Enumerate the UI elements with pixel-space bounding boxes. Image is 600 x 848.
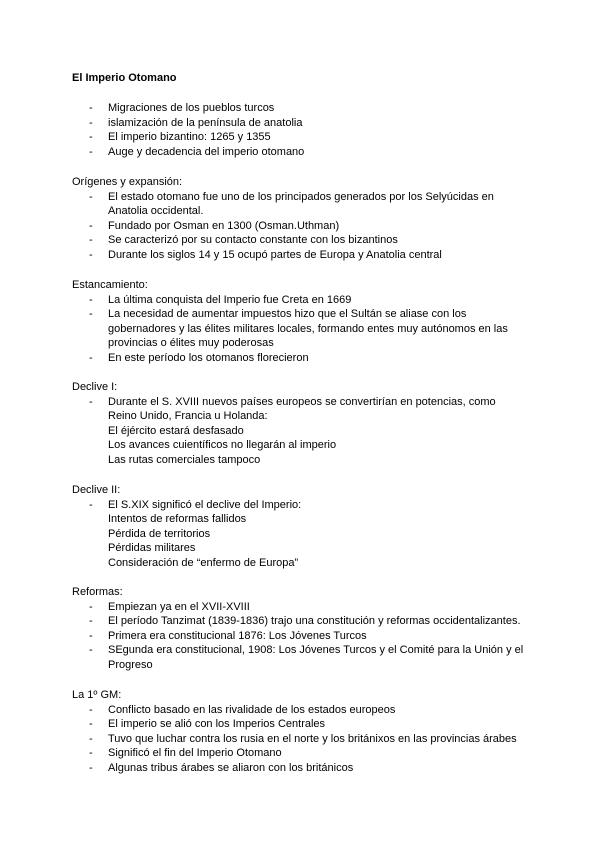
section-heading: Orígenes y expansión: xyxy=(72,176,183,188)
list-item-continuation: Pérdidas militares xyxy=(108,542,196,555)
list-item xyxy=(72,732,532,747)
list-item xyxy=(72,351,532,366)
section-declive-2 xyxy=(72,483,532,571)
list-item-text: Primera era constitucional 1876: Los Jóvenes Turcos xyxy=(108,629,367,642)
bullet-dash: - xyxy=(89,248,93,261)
list-item xyxy=(72,145,532,160)
bullet-dash: - xyxy=(89,732,93,745)
section-heading: Reformas: xyxy=(72,586,123,598)
list-item-text: El estado otomano fue uno de los principados generados por los Selyúcidas en xyxy=(108,190,494,203)
list-item xyxy=(72,101,532,116)
bullet-dash: - xyxy=(89,234,93,247)
list-item xyxy=(72,233,532,248)
bullet-dash: - xyxy=(89,498,93,511)
list-item xyxy=(72,614,532,629)
list-item xyxy=(72,219,532,234)
list-item xyxy=(72,600,532,615)
list-item-text: islamización de la península de anatolia xyxy=(108,116,303,129)
bullet-list xyxy=(72,600,532,673)
list-item xyxy=(72,498,532,571)
section-origenes xyxy=(72,175,532,263)
section-reformas xyxy=(72,585,532,673)
list-item xyxy=(72,717,532,732)
list-item xyxy=(72,248,532,263)
list-item xyxy=(72,307,532,351)
bullet-dash: - xyxy=(89,293,93,306)
list-item-text: Significó el fin del Imperio Otomano xyxy=(108,747,282,760)
bullet-dash: - xyxy=(89,219,93,232)
bullet-dash: - xyxy=(89,703,93,716)
bullet-dash: - xyxy=(89,718,93,731)
list-item-text: Migraciones de los pueblos turcos xyxy=(108,102,275,114)
section-heading: Estancamiento: xyxy=(72,279,148,291)
section-declive-1 xyxy=(72,380,532,468)
section-heading: Declive I: xyxy=(72,381,118,393)
list-item-text: Durante el S. XVIII nuevos países europeos se convertirían en potencias, como xyxy=(108,395,496,408)
list-item-text: Fundado por Osman en 1300 (Osman.Uthman) xyxy=(108,219,340,232)
section-estancamiento xyxy=(72,278,532,366)
section-primera-guerra-mundial xyxy=(72,688,532,776)
list-item-text: Algunas tribus árabes se aliaron con los británicos xyxy=(108,761,354,774)
bullet-dash: - xyxy=(89,116,93,129)
list-item-text: Empiezan ya en el XVII-XVIII xyxy=(108,600,250,613)
list-item-continuation: Los avances cuientíficos no llegarán al imperio xyxy=(108,439,337,452)
list-item-text: Durante los siglos 14 y 15 ocupó partes de Europa y Anatolia central xyxy=(108,248,442,261)
bullet-list xyxy=(72,703,532,776)
bullet-dash: - xyxy=(89,102,93,114)
bullet-dash: - xyxy=(89,308,93,321)
list-item-continuation: Intentos de reformas fallidos xyxy=(108,513,247,526)
list-item-text: Tuvo que luchar contra los rusia en el norte y los británixos en las provincias árabes xyxy=(108,732,517,745)
bullet-dash: - xyxy=(89,145,93,158)
bullet-list xyxy=(72,293,532,366)
bullet-list xyxy=(72,190,532,263)
list-item xyxy=(72,746,532,761)
section-intro xyxy=(72,101,532,159)
list-item-continuation: provincias o élites muy poderosas xyxy=(108,337,274,350)
list-item-continuation: gobernadores y las élites militares locales, formando entes muy autónomos en las xyxy=(108,322,508,335)
list-item xyxy=(72,116,532,131)
document-title: El Imperio Otomano xyxy=(72,72,177,84)
list-item-text: El imperio se alió con los Imperios Centrales xyxy=(108,718,326,731)
list-item-text: En este período los otomanos florecieron xyxy=(108,351,309,364)
bullet-dash: - xyxy=(89,600,93,613)
list-item-continuation: Anatolia occidental. xyxy=(108,205,204,218)
list-item xyxy=(72,190,532,219)
list-item-text: La necesidad de aumentar impuestos hizo que el Sultán se aliase con los xyxy=(108,308,467,321)
list-item xyxy=(72,293,532,308)
list-item-text: La última conquista del Imperio fue Creta en 1669 xyxy=(108,293,352,306)
list-item xyxy=(72,130,532,145)
list-item-continuation: Reino Unido, Francia u Holanda: xyxy=(108,410,268,423)
bullet-list xyxy=(72,498,532,571)
bullet-dash: - xyxy=(89,131,93,144)
list-item xyxy=(72,643,532,672)
list-item xyxy=(72,761,532,776)
section-heading: La 1º GM: xyxy=(72,689,122,701)
list-item-text: El período Tanzimat (1839-1836) trajo una constitución y reformas occidentalizantes. xyxy=(108,615,521,628)
list-item-text: SEgunda era constitucional, 1908: Los Jóvenes Turcos y el Comité para la Unión y el xyxy=(108,644,524,657)
list-item xyxy=(72,629,532,644)
list-item-text: Se caracterizó por su contacto constante con los bizantinos xyxy=(108,234,398,247)
list-item-continuation: El éjército estará desfasado xyxy=(108,424,244,437)
bullet-dash: - xyxy=(89,629,93,642)
bullet-dash: - xyxy=(89,615,93,628)
list-item-text: El imperio bizantino: 1265 y 1355 xyxy=(108,131,271,144)
bullet-dash: - xyxy=(89,351,93,364)
list-item xyxy=(72,703,532,718)
section-heading: Declive II: xyxy=(72,484,121,496)
list-item xyxy=(72,395,532,468)
list-item-continuation: Consideración de “enfermo de Europa” xyxy=(108,556,299,569)
list-item-text: Auge y decadencia del imperio otomano xyxy=(108,145,305,158)
list-item-continuation: Progreso xyxy=(108,658,153,671)
list-item-continuation: Pérdida de territorios xyxy=(108,527,211,540)
bullet-dash: - xyxy=(89,395,93,408)
bullet-list xyxy=(72,395,532,468)
list-item-text: El S.XIX significó el declive del Imperio: xyxy=(108,498,302,511)
bullet-dash: - xyxy=(89,761,93,774)
bullet-dash: - xyxy=(89,644,93,657)
bullet-dash: - xyxy=(89,190,93,203)
list-item-continuation: Las rutas comerciales tampoco xyxy=(108,453,261,466)
bullet-dash: - xyxy=(89,747,93,760)
bullet-list xyxy=(72,101,532,159)
list-item-text: Conflicto basado en las rivalidade de los estados europeos xyxy=(108,703,396,716)
